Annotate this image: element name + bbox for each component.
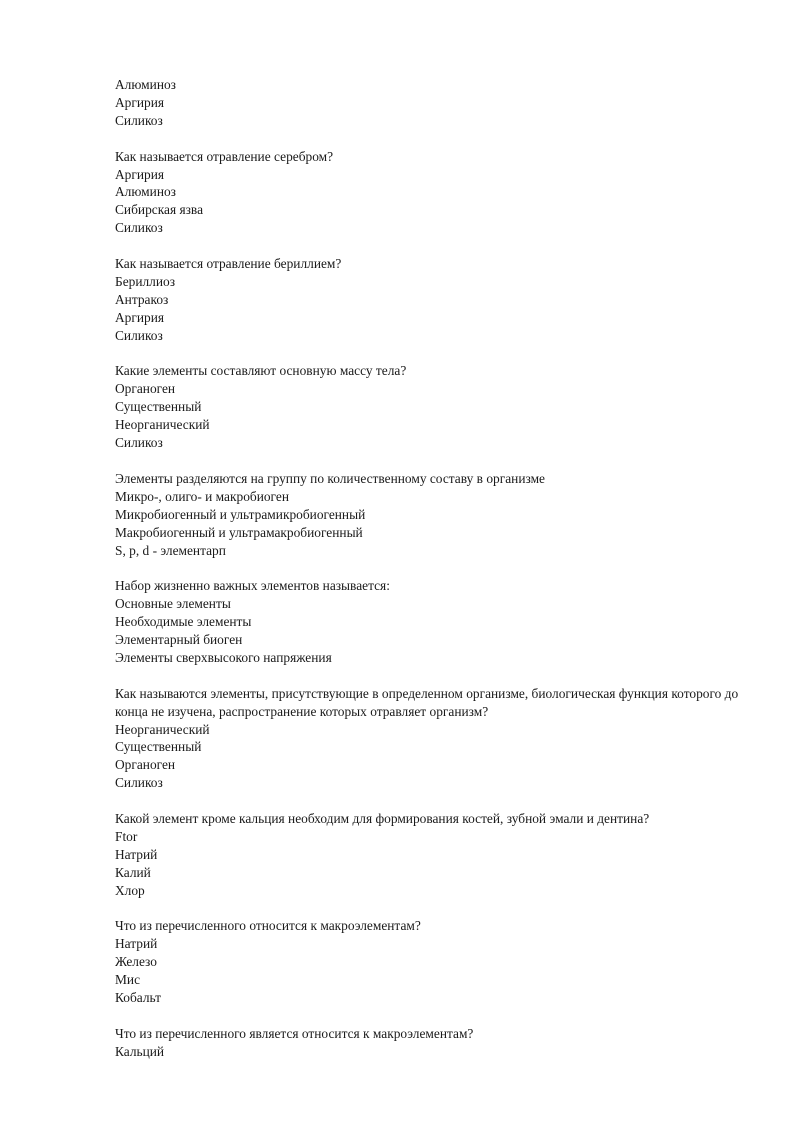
answer-option: Антракоз xyxy=(115,291,169,307)
answer-option: Натрий xyxy=(115,846,158,862)
answer-option: Существенный xyxy=(115,739,202,755)
question-text: Какой элемент кроме кальция необходим для формирования костей, зубной эмали и дентина? xyxy=(115,811,650,827)
question-text: Как называется отравление серебром? xyxy=(115,148,334,164)
question-text: Набор жизненно важных элементов называется: xyxy=(115,578,390,594)
question-block-6 xyxy=(115,685,765,792)
answer-option: Аргирия xyxy=(115,94,165,110)
answer-option: Калий xyxy=(115,864,151,880)
question-block-7 xyxy=(115,810,765,900)
answer-option: Основные элементы xyxy=(115,596,231,612)
answer-option: Силикоз xyxy=(115,220,163,236)
question-block-1 xyxy=(115,148,765,238)
question-block-3 xyxy=(115,362,765,452)
question-block-4 xyxy=(115,470,765,560)
answer-option: Необходимые элементы xyxy=(115,614,252,630)
answer-option: Кальций xyxy=(115,1043,165,1059)
answer-option: S, p, d - элементарп xyxy=(115,542,226,558)
answer-option: Алюминоз xyxy=(115,184,176,200)
answer-option: Неорганический xyxy=(115,417,210,433)
question-block-2 xyxy=(115,255,765,345)
answer-option: Бериллиоз xyxy=(115,273,176,289)
question-text: Что из перечисленного является относится к макроэлементам? xyxy=(115,1025,474,1041)
question-text: Элементы разделяются на группу по количественному составу в организме xyxy=(115,470,545,486)
answer-option: Натрий xyxy=(115,936,158,952)
answer-option: Аргирия xyxy=(115,309,165,325)
question-text: Что из перечисленного относится к макроэлементам? xyxy=(115,918,421,934)
answer-option: Сибирская язва xyxy=(115,202,204,218)
question-text: Какие элементы составляют основную массу тела? xyxy=(115,363,407,379)
answer-option: Неорганический xyxy=(115,721,210,737)
answer-option: Алюминоз xyxy=(115,77,176,92)
answer-list-top xyxy=(115,76,765,130)
answer-option: Органоген xyxy=(115,381,176,397)
answer-option: Силикоз xyxy=(115,435,163,451)
answer-option: Существенный xyxy=(115,399,202,415)
question-block-8 xyxy=(115,917,765,1007)
question-text: Как называется отравление бериллием? xyxy=(115,256,342,272)
question-text: Как называются элементы, присутствующие в определенном организме, биологическая функция которого до конца не изучена, распространение которых отравляет организм? xyxy=(115,685,739,719)
answer-option: Силикоз xyxy=(115,775,163,791)
answer-option: Мис xyxy=(115,972,141,988)
answer-option: Кобальт xyxy=(115,990,161,1006)
answer-option: Микробиогенный и ультрамикробиогенный xyxy=(115,506,366,522)
answer-option: Органоген xyxy=(115,757,176,773)
answer-option: Элементарный биоген xyxy=(115,632,243,648)
answer-option: Железо xyxy=(115,954,157,970)
answer-option: Аргирия xyxy=(115,166,165,182)
answer-option: Микро-, олиго- и макробиоген xyxy=(115,488,289,504)
answer-option: Хлор xyxy=(115,882,145,898)
document-page xyxy=(115,76,765,1079)
answer-option: Силикоз xyxy=(115,327,163,343)
answer-option: Элементы сверхвысокого напряжения xyxy=(115,649,332,665)
answer-option: Макробиогенный и ультрамакробиогенный xyxy=(115,524,363,540)
answer-option: Ftor xyxy=(115,828,138,844)
answer-option: Силикоз xyxy=(115,112,163,128)
question-block-9 xyxy=(115,1025,765,1061)
question-block-5 xyxy=(115,577,765,667)
